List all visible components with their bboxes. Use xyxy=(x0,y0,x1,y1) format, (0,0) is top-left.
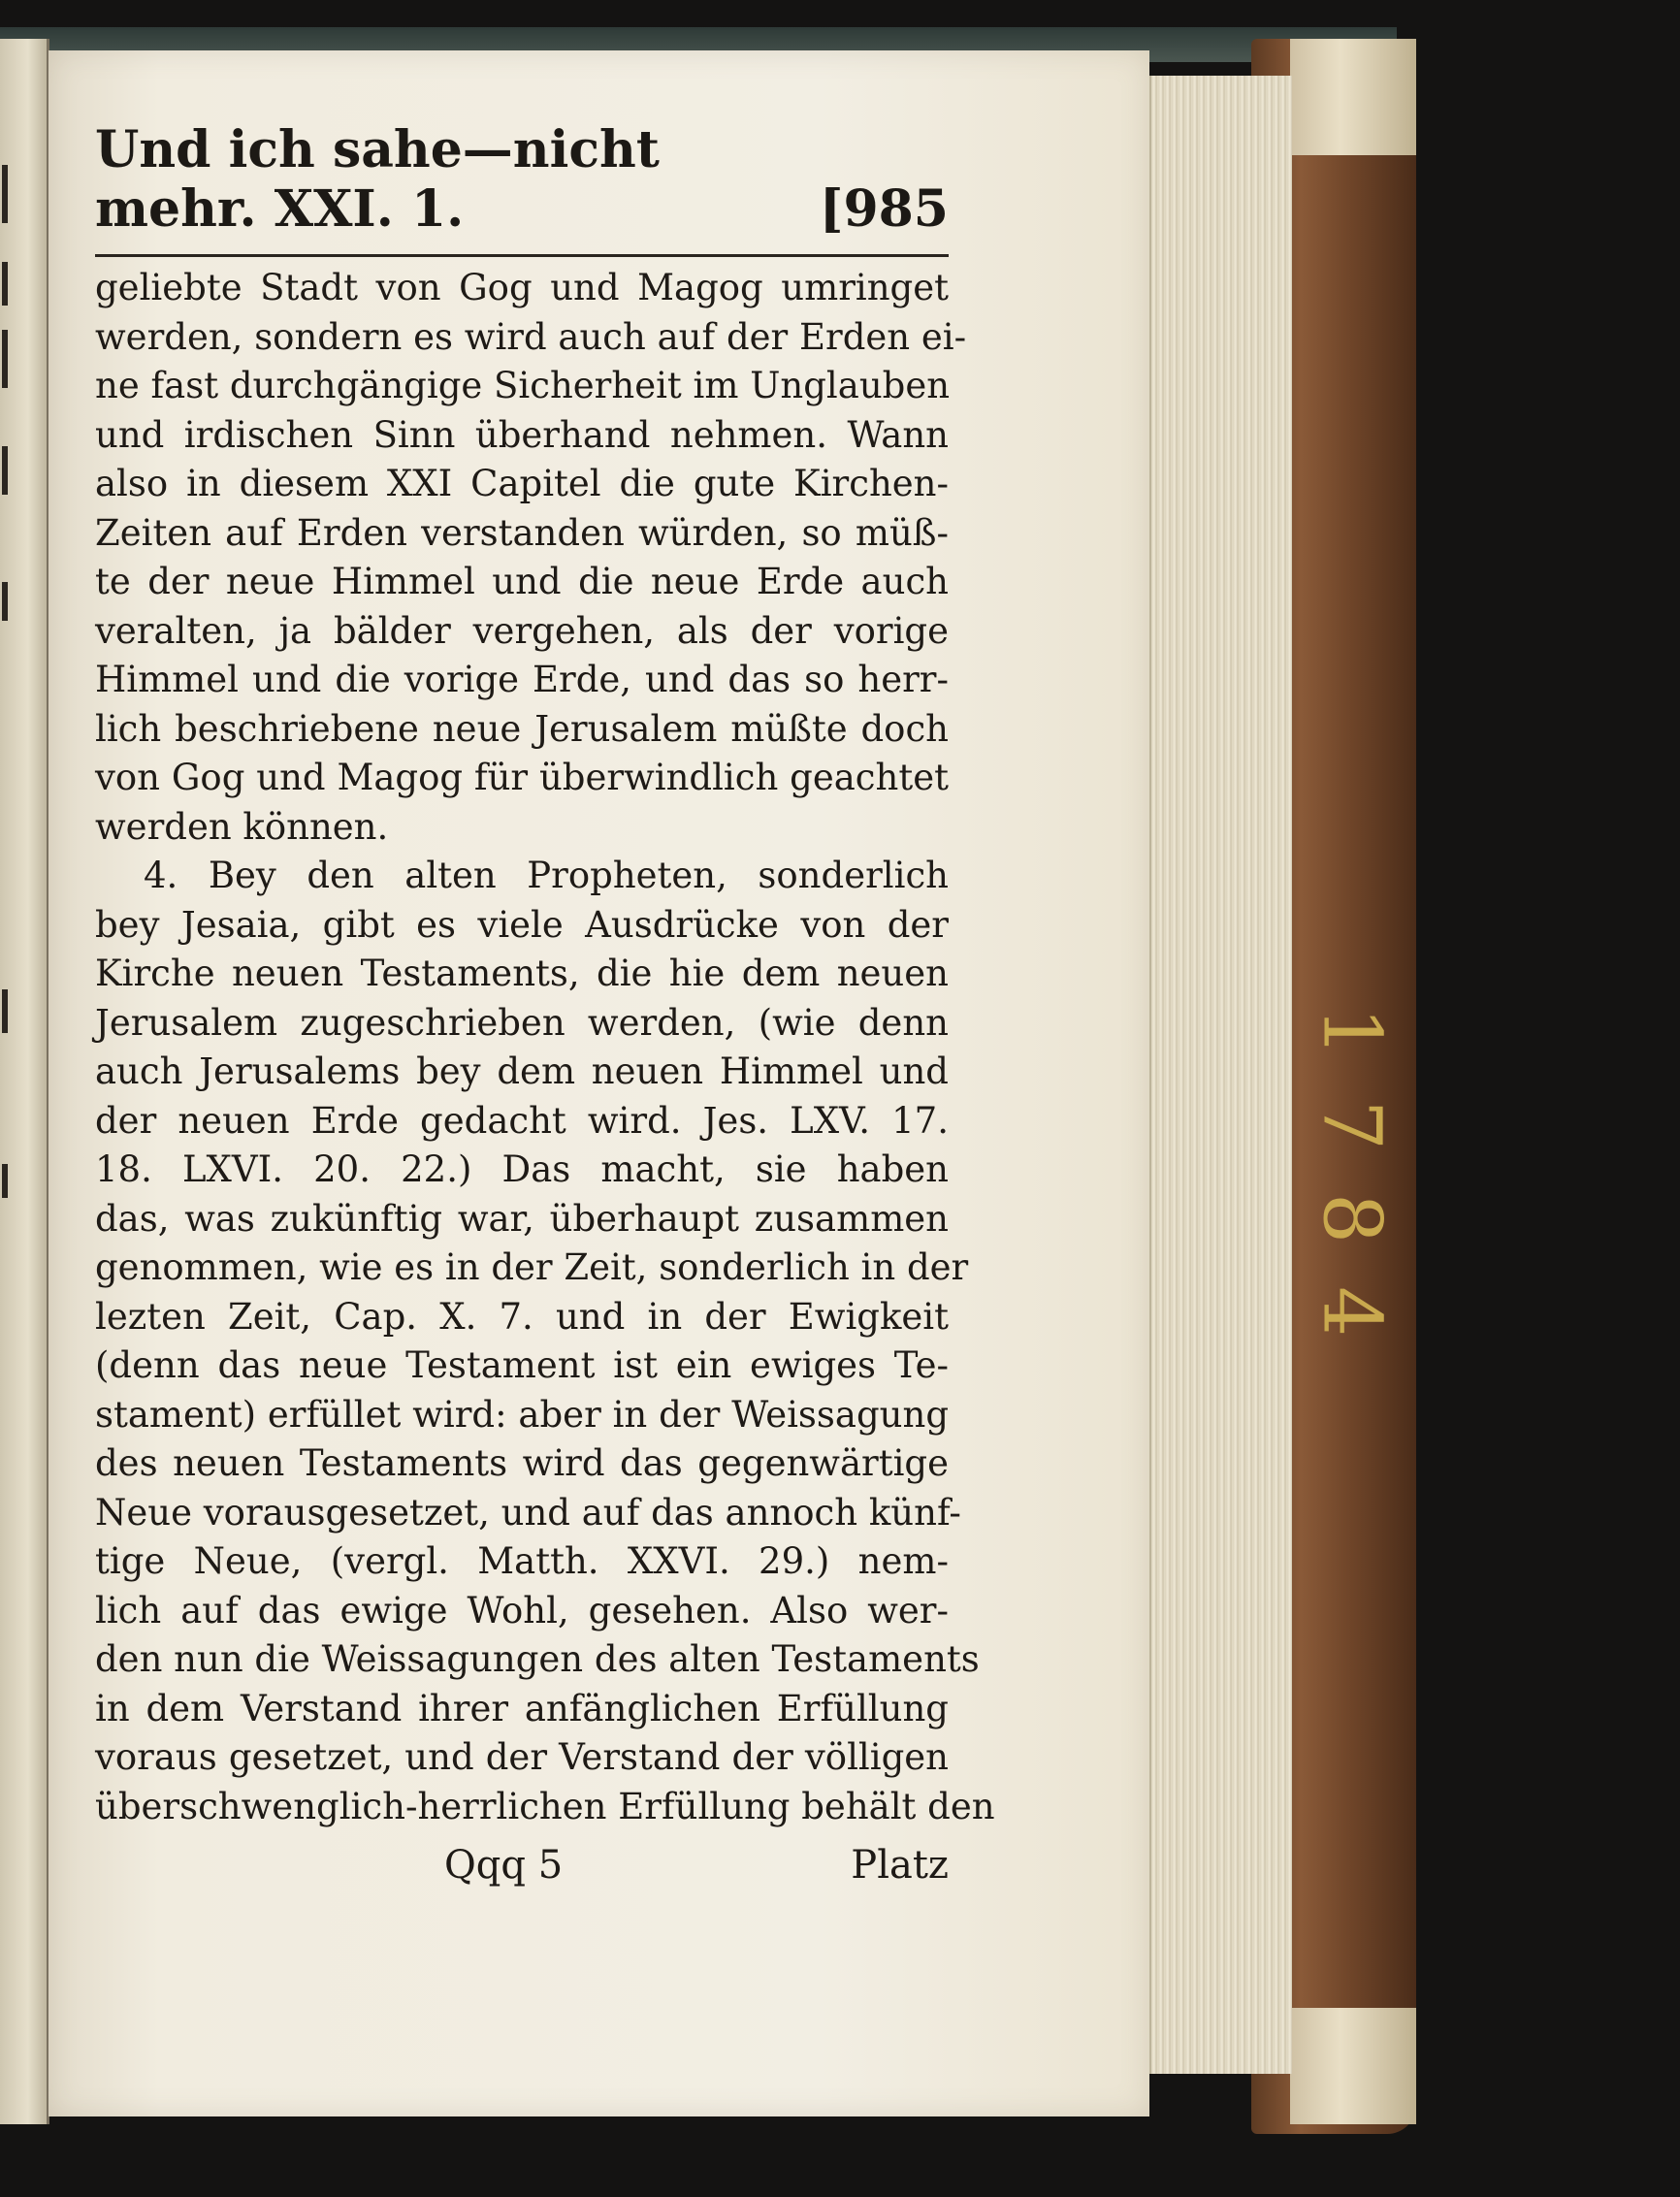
text-line: lezten Zeit, Cap. X. 7. und in der Ewigkeit xyxy=(95,1295,949,1338)
text-line: den nun die Weissagungen des alten Testaments xyxy=(95,1638,980,1680)
text-line: und irdischen Sinn überhand nehmen. Wann xyxy=(95,413,949,456)
text-line: des neuen Testaments wird das gegenwärtige xyxy=(95,1442,949,1484)
signature-mark: Qqq 5 xyxy=(444,1843,564,1888)
text-line: in dem Verstand ihrer anfänglichen Erfüllung xyxy=(95,1687,949,1729)
text-line: Himmel und die vorige Erde, und das so herr- xyxy=(95,659,949,700)
text-line: Neue vorausgesetzet, und auf das annoch künf- xyxy=(95,1491,961,1534)
text-line: ne fast durchgängige Sicherheit im Unglauben xyxy=(95,365,951,406)
text-line: voraus gesetzet, und der Verstand der völligen xyxy=(95,1736,949,1778)
catchword: Platz xyxy=(851,1843,949,1888)
body-text xyxy=(95,264,995,1831)
text-line: von Gog und Magog für überwindlich geachtet xyxy=(95,757,949,798)
text-line: Zeiten auf Erden verstanden würden, so müß- xyxy=(95,511,949,554)
text-line: tige Neue, (vergl. Matth. XXVI. 29.) nem- xyxy=(95,1540,949,1582)
spine-band-top xyxy=(1290,39,1416,155)
page-block-edges xyxy=(1149,76,1292,2074)
text-line: auch Jerusalems bey dem neuen Himmel und xyxy=(95,1050,949,1092)
spine-year: 1784 xyxy=(1305,1006,1398,1380)
text-line: Kirche neuen Testaments, die hie dem neuen xyxy=(95,953,949,994)
page-header xyxy=(95,120,949,239)
text-line: überschwenglich-herrlichen Erfüllung behält den xyxy=(95,1785,995,1827)
page-footer xyxy=(95,1843,949,1895)
text-line: (denn das neue Testament ist ein ewiges Te- xyxy=(95,1344,949,1386)
text-line: lich auf das ewige Wohl, gesehen. Also wer- xyxy=(95,1589,949,1632)
text-line: lich beschriebene neue Jerusalem müßte doch xyxy=(95,707,949,750)
text-line: veralten, ja bälder vergehen, als der vorige xyxy=(95,609,949,652)
text-line: bey Jesaia, gibt es viele Ausdrücke von der xyxy=(95,903,949,946)
text-line: stament) erfüllet wird: aber in der Weissagung xyxy=(95,1393,949,1436)
text-line: werden, sondern es wird auch auf der Erden ei- xyxy=(95,315,967,358)
text-line: geliebte Stadt von Gog und Magog umringet xyxy=(95,267,949,308)
running-head: Und ich sahe—nicht mehr. XXI. 1. xyxy=(95,120,660,239)
text-line: Jerusalem zugeschrieben werden, (wie denn xyxy=(95,1001,949,1044)
header-rule xyxy=(95,254,949,257)
text-line: te der neue Himmel und die neue Erde auch xyxy=(95,561,949,602)
text-line: werden können. xyxy=(95,805,389,848)
left-page-edge xyxy=(0,39,49,2124)
spine-band-bottom xyxy=(1290,2008,1416,2124)
text-line: der neuen Erde gedacht wird. Jes. LXV. 17. xyxy=(95,1099,949,1142)
text-line: das, was zukünftig war, überhaupt zusammen xyxy=(95,1197,949,1240)
text-line: 18. LXVI. 20. 22.) Das macht, sie haben xyxy=(95,1148,949,1190)
page-number: [985 xyxy=(819,179,949,239)
spine-label xyxy=(1305,902,1398,1484)
text-line: also in diesem XXI Capitel die gute Kirchen- xyxy=(95,463,949,504)
text-line: 4. Bey den alten Propheten, sonderlich xyxy=(144,855,949,896)
text-line: genommen, wie es in der Zeit, sonderlich in der xyxy=(95,1246,969,1288)
